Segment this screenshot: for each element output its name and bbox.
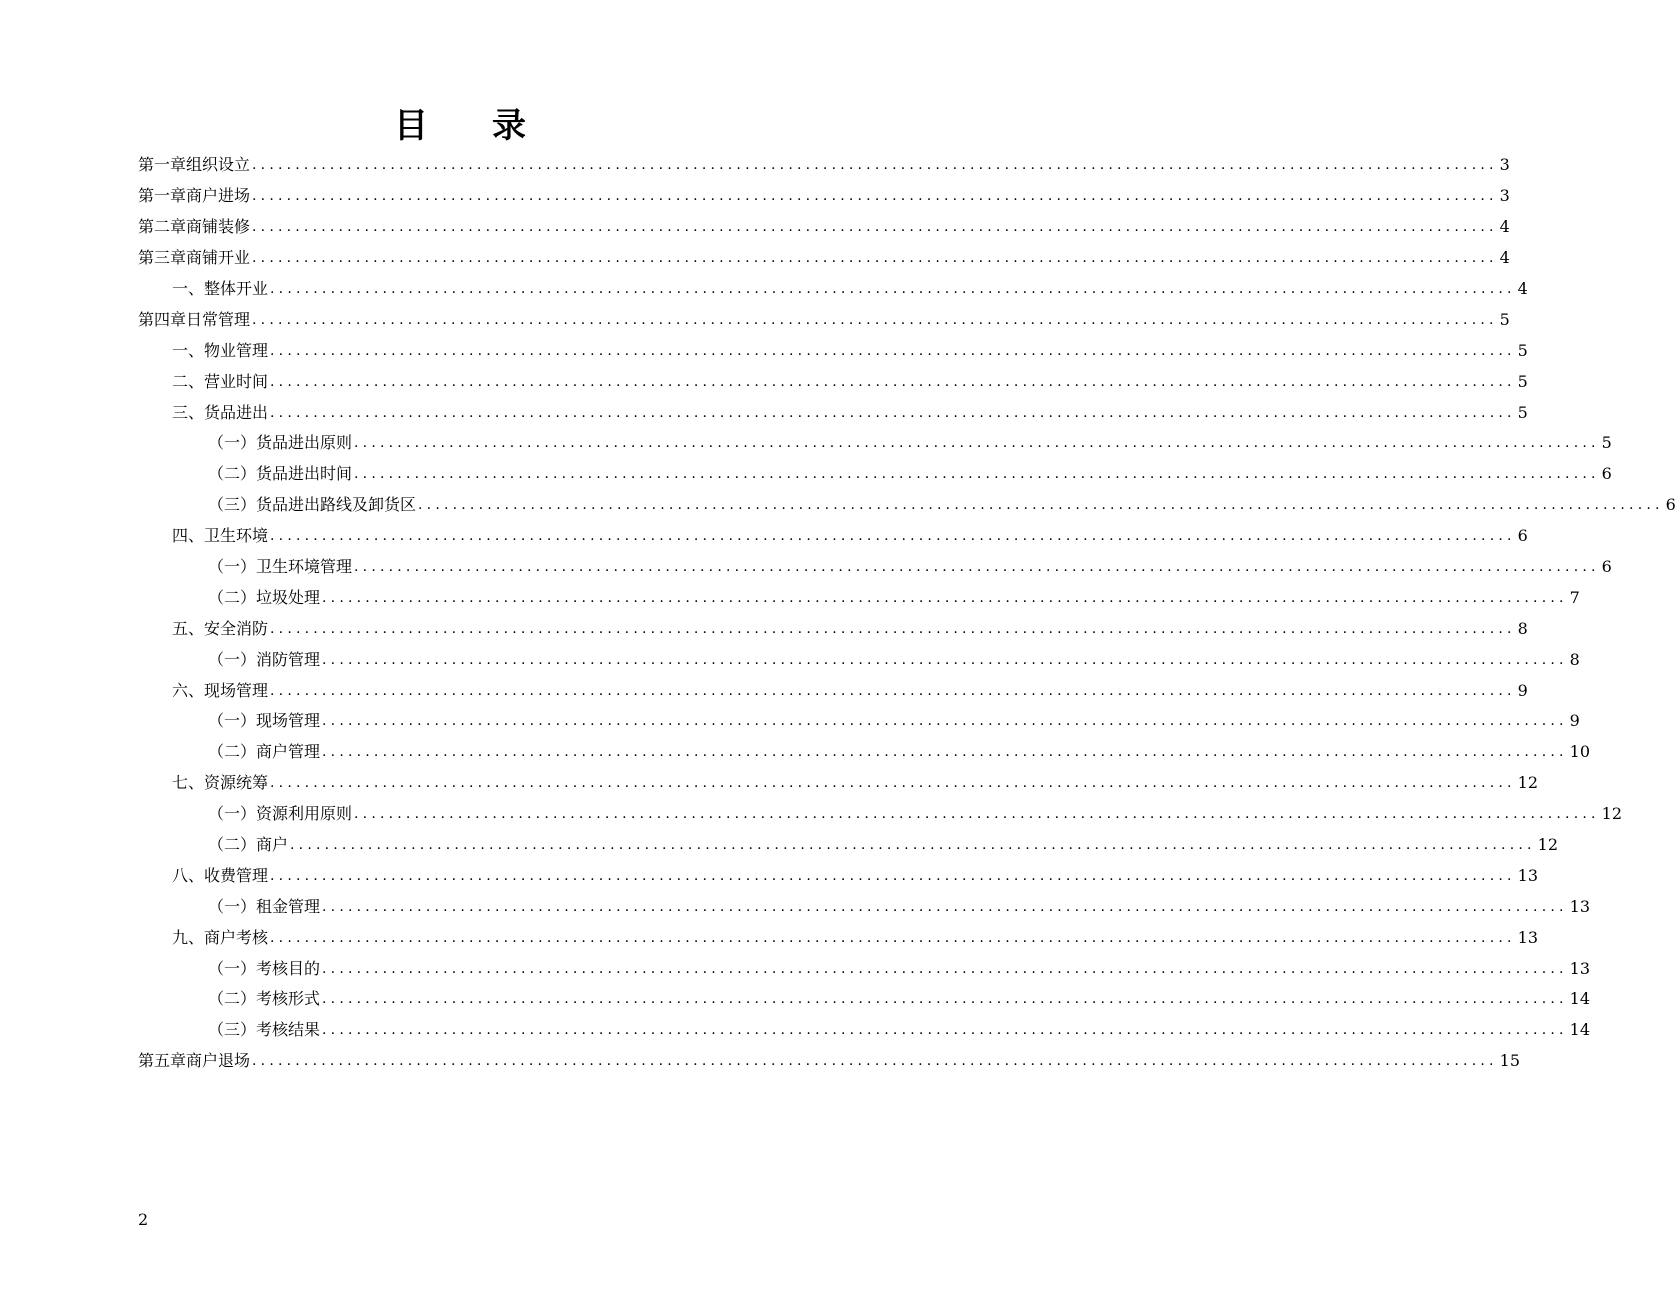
toc-entry-page: 9 bbox=[1517, 680, 1528, 700]
toc-entry-page: 13 bbox=[1517, 865, 1539, 885]
toc-leader-dots: ................................................................................................................................................ bbox=[270, 682, 1516, 699]
toc-entry[interactable] bbox=[138, 582, 1580, 613]
toc-entry[interactable] bbox=[138, 428, 1612, 459]
toc-entry[interactable] bbox=[138, 984, 1591, 1015]
toc-entry-page: 14 bbox=[1569, 989, 1591, 1009]
toc-leader-dots: ................................................................................................................................................ bbox=[322, 991, 1568, 1008]
toc-leader-dots: ................................................................................................................................................ bbox=[252, 250, 1498, 267]
toc-entry[interactable] bbox=[138, 150, 1510, 181]
toc-entry-label: 第一章商户进场 bbox=[138, 181, 250, 211]
toc-entry-label: 第五章商户退场 bbox=[138, 1046, 250, 1076]
toc-entry-label: （二）考核形式 bbox=[208, 984, 320, 1014]
toc-entry[interactable] bbox=[138, 922, 1539, 953]
toc-entry-page: 6 bbox=[1517, 526, 1528, 546]
toc-entry-label: （一）现场管理 bbox=[208, 706, 320, 736]
toc-entry-page: 12 bbox=[1517, 773, 1539, 793]
toc-entry[interactable] bbox=[138, 212, 1510, 243]
toc-entry-page: 3 bbox=[1499, 186, 1510, 206]
toc-entry-label: 三、货品进出 bbox=[172, 398, 268, 428]
toc-entry-page: 15 bbox=[1499, 1051, 1521, 1071]
toc-entry[interactable] bbox=[138, 304, 1510, 335]
toc-leader-dots: ................................................................................................................................................ bbox=[270, 620, 1516, 637]
toc-entry[interactable] bbox=[138, 799, 1623, 830]
page-number: 2 bbox=[138, 1210, 149, 1229]
toc-leader-dots: ................................................................................................................................................ bbox=[252, 311, 1498, 328]
toc-entry-label: 第四章日常管理 bbox=[138, 305, 250, 335]
toc-entry-label: （二）商户 bbox=[208, 830, 288, 860]
toc-entry[interactable] bbox=[138, 181, 1510, 212]
toc-entry[interactable] bbox=[138, 521, 1528, 552]
toc-entry-label: 八、收费管理 bbox=[172, 861, 268, 891]
toc-leader-dots: ................................................................................................................................................ bbox=[354, 466, 1600, 483]
toc-entry[interactable] bbox=[138, 706, 1580, 737]
toc-entry-page: 3 bbox=[1499, 155, 1510, 175]
toc-leader-dots: ................................................................................................................................................ bbox=[270, 404, 1516, 421]
toc-entry-page: 4 bbox=[1499, 248, 1510, 268]
toc-leader-dots: ................................................................................................................................................ bbox=[322, 960, 1568, 977]
toc-leader-dots: ................................................................................................................................................ bbox=[270, 867, 1516, 884]
toc-entry-page: 13 bbox=[1569, 958, 1591, 978]
toc-entry-page: 5 bbox=[1517, 340, 1528, 360]
toc-entry-label: 四、卫生环境 bbox=[172, 521, 268, 551]
toc-entry[interactable] bbox=[138, 891, 1591, 922]
table-of-contents bbox=[138, 150, 1676, 1077]
toc-entry-page: 5 bbox=[1517, 402, 1528, 422]
toc-entry[interactable] bbox=[138, 953, 1591, 984]
toc-entry-label: 一、物业管理 bbox=[172, 336, 268, 366]
toc-leader-dots: ................................................................................................................................................ bbox=[270, 342, 1516, 359]
toc-entry[interactable] bbox=[138, 860, 1539, 891]
toc-leader-dots: ................................................................................................................................................ bbox=[354, 559, 1600, 576]
toc-entry-page: 12 bbox=[1537, 835, 1559, 855]
toc-leader-dots: ................................................................................................................................................ bbox=[322, 651, 1568, 668]
toc-leader-dots: ................................................................................................................................................ bbox=[322, 744, 1568, 761]
toc-entry-label: 二、营业时间 bbox=[172, 367, 268, 397]
toc-leader-dots: ................................................................................................................................................ bbox=[322, 898, 1568, 915]
toc-entry[interactable] bbox=[138, 366, 1528, 397]
toc-entry-label: （一）消防管理 bbox=[208, 645, 320, 675]
toc-leader-dots: ................................................................................................................................................ bbox=[252, 1053, 1498, 1070]
toc-leader-dots: ................................................................................................................................................ bbox=[354, 435, 1600, 452]
toc-entry-page: 10 bbox=[1569, 742, 1591, 762]
toc-leader-dots: ................................................................................................................................................ bbox=[354, 806, 1600, 823]
toc-leader-dots: ................................................................................................................................................ bbox=[270, 775, 1516, 792]
toc-entry-page: 5 bbox=[1601, 433, 1612, 453]
toc-entry-page: 8 bbox=[1517, 618, 1528, 638]
toc-entry-label: 五、安全消防 bbox=[172, 614, 268, 644]
toc-entry-label: （二）货品进出时间 bbox=[208, 459, 352, 489]
toc-entry-label: 第三章商铺开业 bbox=[138, 243, 250, 273]
toc-entry-page: 9 bbox=[1569, 711, 1580, 731]
toc-title-char-2: 录 bbox=[492, 106, 526, 146]
toc-title-char-1: 目 bbox=[394, 106, 428, 146]
toc-leader-dots: ................................................................................................................................................ bbox=[270, 929, 1516, 946]
toc-entry[interactable] bbox=[138, 768, 1539, 799]
toc-entry-page: 13 bbox=[1517, 927, 1539, 947]
toc-entry-label: 一、整体开业 bbox=[172, 274, 268, 304]
toc-entry-page: 13 bbox=[1569, 896, 1591, 916]
toc-leader-dots: ................................................................................................................................................ bbox=[270, 373, 1516, 390]
toc-leader-dots: ................................................................................................................................................ bbox=[322, 713, 1568, 730]
toc-entry[interactable] bbox=[138, 335, 1528, 366]
toc-entry-label: （三）考核结果 bbox=[208, 1015, 320, 1045]
toc-leader-dots: ................................................................................................................................................ bbox=[418, 497, 1664, 514]
toc-entry-page: 12 bbox=[1601, 804, 1623, 824]
toc-entry-label: （二）垃圾处理 bbox=[208, 583, 320, 613]
toc-entry-label: （一）考核目的 bbox=[208, 954, 320, 984]
toc-leader-dots: ................................................................................................................................................ bbox=[252, 188, 1498, 205]
toc-entry-label: 第二章商铺装修 bbox=[138, 212, 250, 242]
toc-entry[interactable] bbox=[138, 613, 1528, 644]
toc-entry-page: 14 bbox=[1569, 1020, 1591, 1040]
toc-entry-label: （二）商户管理 bbox=[208, 737, 320, 767]
toc-entry-page: 5 bbox=[1517, 371, 1528, 391]
toc-entry-page: 4 bbox=[1517, 279, 1528, 298]
toc-entry-page: 7 bbox=[1569, 587, 1580, 607]
toc-entry-page: 6 bbox=[1665, 495, 1676, 515]
toc-entry[interactable] bbox=[138, 644, 1580, 675]
toc-title bbox=[0, 104, 920, 148]
toc-entry-label: （一）货品进出原则 bbox=[208, 428, 352, 458]
toc-entry-page: 5 bbox=[1499, 309, 1510, 329]
toc-leader-dots: ................................................................................................................................................ bbox=[252, 157, 1498, 174]
toc-entry[interactable] bbox=[138, 1015, 1591, 1046]
toc-leader-dots: ................................................................................................................................................ bbox=[270, 528, 1516, 545]
toc-entry[interactable] bbox=[138, 397, 1528, 428]
toc-entry[interactable] bbox=[138, 243, 1510, 274]
toc-leader-dots: ................................................................................................................................................ bbox=[322, 589, 1568, 606]
toc-entry-label: 第一章组织设立 bbox=[138, 150, 250, 180]
toc-entry-page: 6 bbox=[1601, 557, 1612, 577]
toc-entry[interactable] bbox=[138, 830, 1559, 861]
toc-entry-label: 七、资源统筹 bbox=[172, 768, 268, 798]
toc-leader-dots: ................................................................................................................................................ bbox=[322, 1022, 1568, 1039]
toc-entry-label: （一）资源利用原则 bbox=[208, 799, 352, 829]
toc-entry-label: （一）卫生环境管理 bbox=[208, 552, 352, 582]
toc-leader-dots: ................................................................................................................................................ bbox=[252, 219, 1498, 236]
toc-entry-label: 六、现场管理 bbox=[172, 676, 268, 706]
toc-entry-page: 4 bbox=[1499, 217, 1510, 237]
toc-entry[interactable] bbox=[138, 274, 1528, 305]
toc-entry-label: （三）货品进出路线及卸货区 bbox=[208, 490, 416, 520]
toc-leader-dots: ................................................................................................................................................ bbox=[270, 281, 1516, 297]
toc-entry-label: 九、商户考核 bbox=[172, 923, 268, 953]
toc-entry-label: （一）租金管理 bbox=[208, 892, 320, 922]
toc-entry-page: 8 bbox=[1569, 649, 1580, 669]
toc-entry[interactable] bbox=[138, 490, 1676, 521]
toc-entry[interactable] bbox=[138, 552, 1612, 583]
toc-entry[interactable] bbox=[138, 675, 1528, 706]
toc-leader-dots: ................................................................................................................................................ bbox=[290, 837, 1536, 854]
toc-entry[interactable] bbox=[138, 459, 1612, 490]
toc-entry[interactable] bbox=[138, 737, 1591, 768]
toc-entry[interactable] bbox=[138, 1046, 1521, 1077]
toc-entry-page: 6 bbox=[1601, 464, 1612, 484]
